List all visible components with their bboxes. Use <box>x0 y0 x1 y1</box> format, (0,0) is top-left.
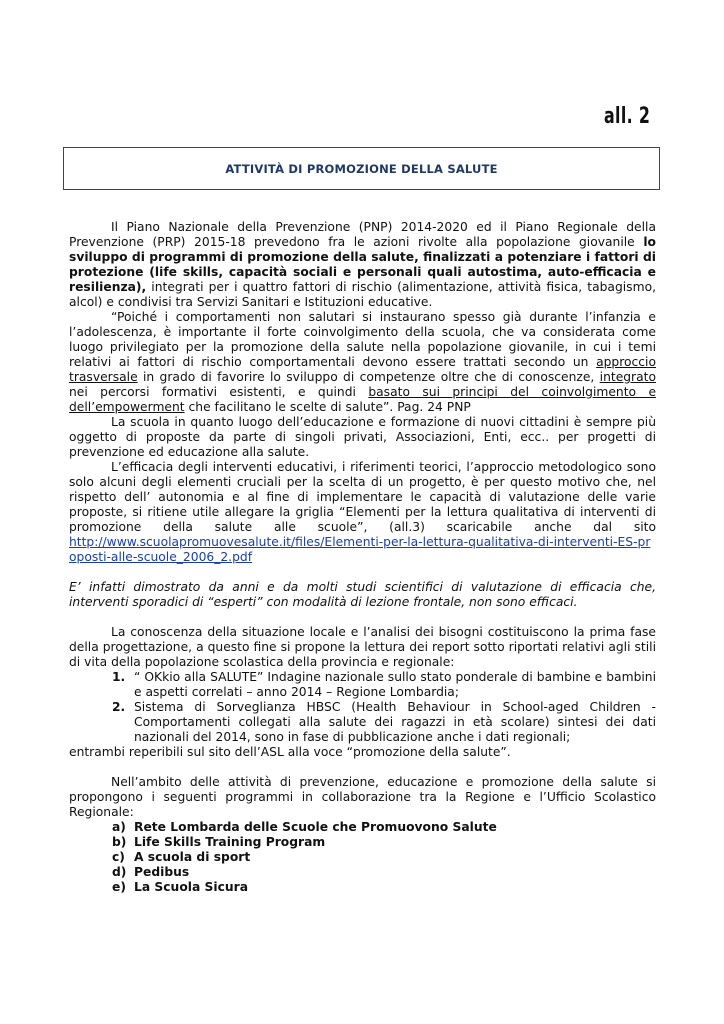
list-letter: c) <box>112 850 125 864</box>
list-letter: b) <box>112 835 127 849</box>
text-run: nei percorsi formativi esistenti, e quindi <box>69 385 369 399</box>
text-run: che facilitano le scelte di salute”. Pag. 24 PNP <box>184 400 471 414</box>
list-text: Sistema di Sorveglianza HBSC (Health Behaviour in School-aged Children - Comportamenti collegati alla salute dei ragazzi in età scolare) sintesi dei dati nazionali del 2014, sono in fase di pubblicazione anche i dati regionali; <box>134 700 656 744</box>
underlined-text: basato sui principi del coinvolgimento e dell’empowerment <box>69 385 657 414</box>
attachment-label: all. 2 <box>603 104 650 129</box>
paragraph-effectiveness: L’efficacia degli interventi educativi, i riferimenti teorici, l’approccio metodologico sono solo alcuni degli elementi cruciali per la scelta di un progetto, è per questo motivo che, nel rispetto dell’ autonomia e al fine di implementare le capacità di valutazione delle varie proposte, si ritiene utile allegare la griglia “Elementi per la lettura qualitativa di interventi di promozione della salute alle scuole”, (all.3) scaricabile anche dal sito <box>69 460 656 534</box>
paragraph-asl-site: entrambi reperibili sul sito dell’ASL alla voce “promozione della salute”. <box>69 745 511 759</box>
paragraph-local-analysis: La conoscenza della situazione locale e l’analisi dei bisogni costituiscono la prima fase della progettazione, a questo fine si propone la lettura dei report sotto riportati relativi agli stili di vita della popolazione scolastica della provincia e regionale: <box>69 625 656 669</box>
list-text: “ OKkio alla SALUTE” Indagine nazionale sullo stato ponderale di bambine e bambini e aspetti correlati – anno 2014 – Regione Lombardia; <box>134 670 656 699</box>
list-item <box>69 835 656 850</box>
list-item <box>69 700 656 745</box>
reports-list <box>69 670 656 745</box>
list-letter: d) <box>112 865 127 879</box>
text-run: integrati per i quattro fattori di rischio (alimentazione, attività fisica, tabagismo, alcol) e condivisi tra Servizi Sanitari e Istituzioni educative. <box>69 280 656 309</box>
program-name: A scuola di sport <box>134 850 251 864</box>
page-title: ATTIVITÀ DI PROMOZIONE DELLA SALUTE <box>225 161 498 176</box>
text-run: “Poiché i comportamenti non salutari si instaurano spesso già durante l’infanzia e l’adolescenza, è importante il forte coinvolgimento della scuola, che va considerata come luogo privilegiato per la promozione della salute nella popolazione giovanile, in cui i temi relativi ai fattori di rischio comportamentali devono essere trattati secondo un <box>69 310 656 369</box>
bold-text: lo sviluppo di programmi di promozione della salute, finalizzati a potenziare i fattori di protezione (life skills, capacità sociali e personali quali autostima, auto-efficacia e resilienza), <box>69 235 656 294</box>
paragraph-prevention-plans <box>69 220 656 310</box>
programs-list <box>69 820 656 895</box>
program-name: Rete Lombarda delle Scuole che Promuovono Salute <box>134 820 497 834</box>
list-item <box>69 865 656 880</box>
list-item <box>69 880 656 895</box>
list-item <box>69 820 656 835</box>
list-item <box>69 670 656 700</box>
list-letter: e) <box>112 880 126 894</box>
paragraph-evidence: E’ infatti dimostrato da anni e da molti studi scientifici di valutazione di efficacia che, interventi sporadici di “esperti” con modalità di lezione frontale, non sono efficaci. <box>69 580 656 609</box>
underlined-text: approccio trasversale <box>69 355 656 384</box>
program-name: Pedibus <box>134 865 190 879</box>
program-name: Life Skills Training Program <box>134 835 326 849</box>
paragraph-school-role: La scuola in quanto luogo dell’educazione e formazione di nuovi cittadini è sempre più oggetto di proposte da parte di singoli privati, Associazioni, Enti, ecc.. per progetti di prevenzione ed educazione alla salute. <box>69 415 656 459</box>
reference-link[interactable]: http://www.scuolapromuovesalute.it/files/Elementi-per-la-lettura-qualitativa-di-interventi-ES-proposti-alle-scuole_2006_2.pdf <box>69 535 651 564</box>
document-body <box>69 220 656 895</box>
title-box <box>63 147 660 190</box>
list-number: 1. <box>112 670 126 684</box>
paragraph-link <box>69 535 656 565</box>
text-run: Il Piano Nazionale della Prevenzione (PNP) 2014-2020 ed il Piano Regionale della Prevenzione (PRP) 2015-18 prevedono fra le azioni rivolte alla popolazione giovanile <box>69 220 656 249</box>
paragraph-pnp-quote <box>69 310 656 415</box>
text-run: in grado di favorire lo sviluppo di competenze oltre che di conoscenze, <box>137 370 600 384</box>
list-letter: a) <box>112 820 126 834</box>
underlined-text: integrato <box>599 370 656 384</box>
paragraph-programs-intro: Nell’ambito delle attività di prevenzione, educazione e promozione della salute si propongono i seguenti programmi in collaborazione tra la Regione e l’Ufficio Scolastico Regionale: <box>69 775 656 819</box>
program-name: La Scuola Sicura <box>134 880 249 894</box>
list-item <box>69 850 656 865</box>
list-number: 2. <box>112 700 126 714</box>
